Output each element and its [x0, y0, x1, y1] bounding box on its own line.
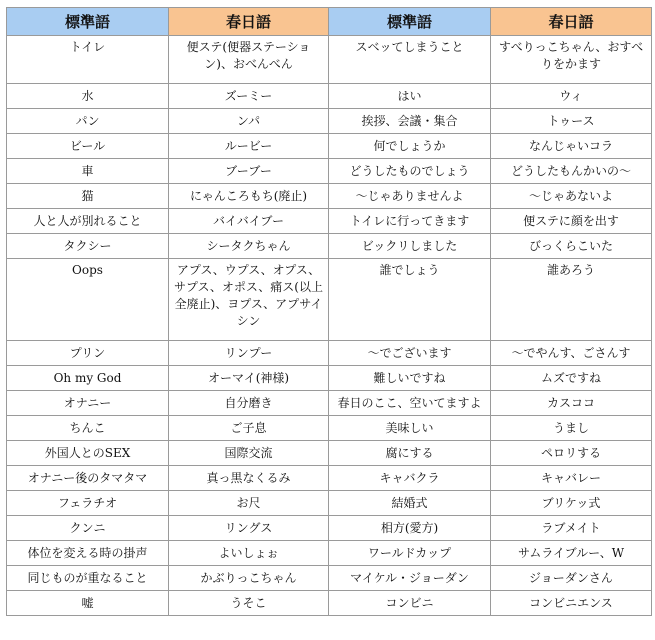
kasukabe-term-cell: ブリケッ式 [491, 491, 652, 516]
kasukabe-term-cell: トゥース [491, 109, 652, 134]
standard-term-cell: Oh my God [7, 366, 169, 391]
kasukabe-term-cell: バイバイブー [169, 209, 329, 234]
standard-term-cell: オナニー [7, 391, 169, 416]
table-row [7, 366, 652, 391]
kasukabe-term-cell: 便ステ(便器ステーション)、おべんべん [169, 36, 329, 84]
kasukabe-term-cell: 真っ黒なくるみ [169, 466, 329, 491]
standard-term-cell: 何でしょうか [329, 134, 491, 159]
standard-term-cell: オナニー後のタマタマ [7, 466, 169, 491]
table-body [7, 36, 652, 616]
kasukabe-term-cell: ラブメイト [491, 516, 652, 541]
kasukabe-term-cell: 便ステに顔を出す [491, 209, 652, 234]
kasukabe-term-cell: すべりっこちゃん、おすべりをかます [491, 36, 652, 84]
standard-term-cell: 猫 [7, 184, 169, 209]
standard-term-cell: マイケル・ジョーダン [329, 566, 491, 591]
kasukabe-term-cell: かぶりっこちゃん [169, 566, 329, 591]
kasukabe-term-cell: うそこ [169, 591, 329, 616]
kasukabe-term-cell: ンパ [169, 109, 329, 134]
kasukabe-term-cell: ペロリする [491, 441, 652, 466]
kasukabe-term-cell: アプス、ウプス、オプス、サプス、オポス、痛ス(以上全廃止)、ヨプス、アプサイシン [169, 259, 329, 341]
standard-term-cell: ビックリしました [329, 234, 491, 259]
header-standard-2: 標準語 [329, 8, 491, 36]
table-row [7, 391, 652, 416]
standard-term-cell: クンニ [7, 516, 169, 541]
standard-term-cell: 〜じゃありませんよ [329, 184, 491, 209]
standard-term-cell: プリン [7, 341, 169, 366]
table-row [7, 184, 652, 209]
standard-term-cell: スベッてしまうこと [329, 36, 491, 84]
kasukabe-term-cell: ご子息 [169, 416, 329, 441]
kasukabe-term-cell: ウィ [491, 84, 652, 109]
standard-term-cell: 美味しい [329, 416, 491, 441]
kasukabe-term-cell: お尺 [169, 491, 329, 516]
kasukabe-term-cell: にゃんころもち(廃止) [169, 184, 329, 209]
table-row [7, 566, 652, 591]
standard-term-cell: ワールドカップ [329, 541, 491, 566]
standard-term-cell: 相方(愛方) [329, 516, 491, 541]
standard-term-cell: ちんこ [7, 416, 169, 441]
kasukabe-term-cell: どうしたもんかいの〜 [491, 159, 652, 184]
standard-term-cell: 水 [7, 84, 169, 109]
table-row [7, 159, 652, 184]
standard-term-cell: 同じものが重なること [7, 566, 169, 591]
kasukabe-term-cell: よいしょぉ [169, 541, 329, 566]
kasukabe-term-cell: オーマイ(神様) [169, 366, 329, 391]
kasukabe-term-cell: ズーミー [169, 84, 329, 109]
standard-term-cell: コンビニ [329, 591, 491, 616]
table-row [7, 84, 652, 109]
standard-term-cell: 挨拶、会議・集合 [329, 109, 491, 134]
kasukabe-term-cell: シータクちゃん [169, 234, 329, 259]
standard-term-cell: 難しいですね [329, 366, 491, 391]
header-kasukabe-1: 春日語 [169, 8, 329, 36]
table-header [7, 8, 652, 36]
table-row [7, 36, 652, 84]
standard-term-cell: 春日のここ、空いてますよ [329, 391, 491, 416]
standard-term-cell: どうしたものでしょう [329, 159, 491, 184]
standard-term-cell: ビール [7, 134, 169, 159]
table-row [7, 234, 652, 259]
kasukabe-term-cell: キャバレー [491, 466, 652, 491]
table-row [7, 259, 652, 341]
standard-term-cell: タクシー [7, 234, 169, 259]
table-row [7, 109, 652, 134]
table-row [7, 491, 652, 516]
dictionary-table [6, 7, 652, 616]
kasukabe-term-cell: びっくらこいた [491, 234, 652, 259]
kasukabe-term-cell: ルービー [169, 134, 329, 159]
kasukabe-term-cell: コンビニエンス [491, 591, 652, 616]
kasukabe-term-cell: ジョーダンさん [491, 566, 652, 591]
standard-term-cell: Oops [7, 259, 169, 341]
standard-term-cell: トイレに行ってきます [329, 209, 491, 234]
kasukabe-term-cell: 誰あろう [491, 259, 652, 341]
kasukabe-term-cell: 国際交流 [169, 441, 329, 466]
standard-term-cell: トイレ [7, 36, 169, 84]
table-row [7, 134, 652, 159]
kasukabe-term-cell: なんじゃいコラ [491, 134, 652, 159]
standard-term-cell: 車 [7, 159, 169, 184]
kasukabe-term-cell: ムズですね [491, 366, 652, 391]
table-row [7, 541, 652, 566]
standard-term-cell: 誰でしょう [329, 259, 491, 341]
header-kasukabe-2: 春日語 [491, 8, 652, 36]
table-row [7, 416, 652, 441]
table-row [7, 209, 652, 234]
standard-term-cell: はい [329, 84, 491, 109]
table-row [7, 341, 652, 366]
standard-term-cell: 腐にする [329, 441, 491, 466]
table-row [7, 591, 652, 616]
kasukabe-term-cell: 〜じゃあないよ [491, 184, 652, 209]
standard-term-cell: 〜でございます [329, 341, 491, 366]
header-row [7, 8, 652, 36]
standard-term-cell: フェラチオ [7, 491, 169, 516]
kasukabe-term-cell: サムライブルー、W [491, 541, 652, 566]
kasukabe-term-cell: うまし [491, 416, 652, 441]
standard-term-cell: キャバクラ [329, 466, 491, 491]
kasukabe-term-cell: リングス [169, 516, 329, 541]
kasukabe-term-cell: リンプー [169, 341, 329, 366]
standard-term-cell: 外国人とのSEX [7, 441, 169, 466]
table-row [7, 441, 652, 466]
kasukabe-term-cell: 〜でやんす、ごさんす [491, 341, 652, 366]
standard-term-cell: 人と人が別れること [7, 209, 169, 234]
standard-term-cell: パン [7, 109, 169, 134]
table-row [7, 466, 652, 491]
header-standard-1: 標準語 [7, 8, 169, 36]
standard-term-cell: 体位を変える時の掛声 [7, 541, 169, 566]
standard-term-cell: 結婚式 [329, 491, 491, 516]
standard-term-cell: 嘘 [7, 591, 169, 616]
kasukabe-term-cell: 自分磨き [169, 391, 329, 416]
table-row [7, 516, 652, 541]
kasukabe-term-cell: ブーブー [169, 159, 329, 184]
kasukabe-term-cell: カスココ [491, 391, 652, 416]
